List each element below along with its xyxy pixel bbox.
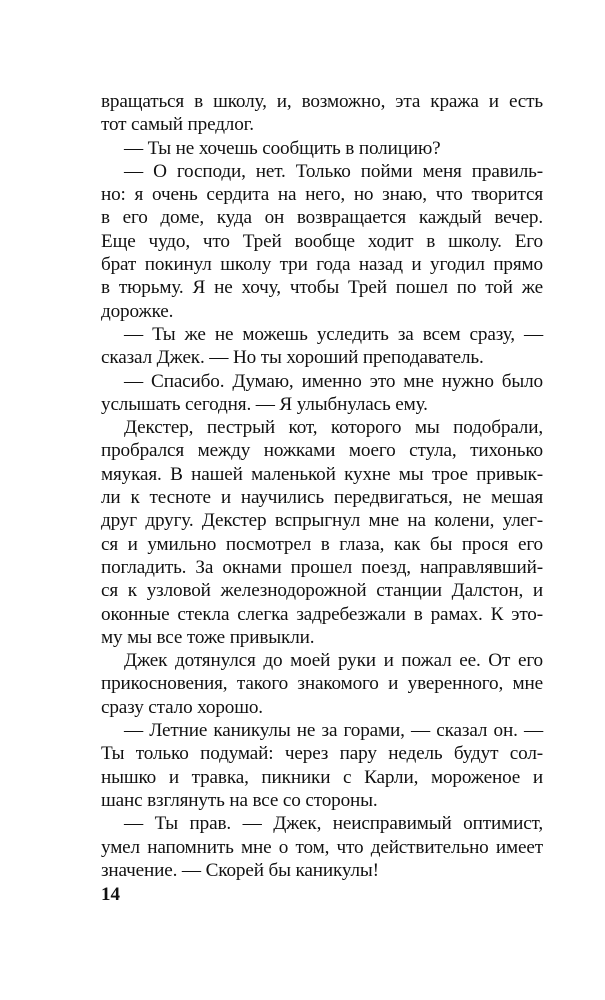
text-line: погладить. За окнами прошел поезд, направлявший-	[101, 556, 543, 578]
text-line: му мы все тоже привыкли.	[101, 626, 315, 648]
text-line: в его доме, куда он возвращается каждый вечер.	[101, 207, 543, 229]
page-number: 14	[101, 884, 120, 905]
text-line: прикосновения, такого знакомого и уверенного, мне	[101, 673, 543, 695]
text-line: в тюрьму. Я не хочу, чтобы Трей пошел по той же	[101, 277, 543, 299]
text-line: услышать сегодня. — Я улыбнулась ему.	[101, 393, 428, 415]
text-line: Джек дотянулся до моей руки и пожал ее. От его	[124, 650, 543, 672]
text-line: — О господи, нет. Только пойми меня правиль-	[124, 160, 543, 182]
text-line: ся к узловой железнодорожной станции Далстон, и	[101, 580, 543, 602]
text-line: друг другу. Декстер вспрыгнул мне на колени, улег-	[101, 510, 543, 532]
text-line: нышко и травка, пикники с Карли, мороженое и	[101, 766, 543, 788]
text-line: сразу стало хорошо.	[101, 696, 263, 718]
text-line: — Ты не хочешь сообщить в полицию?	[124, 137, 441, 159]
text-line: — Ты же не можешь уследить за всем сразу, —	[124, 323, 543, 345]
text-line: оконные стекла слегка задребезжали в рамах. К это-	[101, 603, 543, 625]
text-line: дорожке.	[101, 300, 174, 322]
text-line: Ты только подумай: через пару недель будут сол-	[101, 743, 543, 765]
text-line: ли к тесноте и научились передвигаться, не мешая	[101, 487, 543, 509]
book-page-text	[101, 90, 543, 882]
text-line: ся и умильно посмотрел в глаза, как бы прося его	[101, 533, 543, 555]
text-line: мяукая. В нашей маленькой кухне мы трое привык-	[101, 463, 543, 485]
text-line: — Спасибо. Думаю, именно это мне нужно было	[124, 370, 543, 392]
text-line: тот самый предлог.	[101, 114, 254, 136]
text-line: Декстер, пестрый кот, которого мы подобрали,	[124, 417, 543, 439]
text-line: вращаться в школу, и, возможно, эта кража и есть	[101, 91, 543, 112]
text-line: — Летние каникулы не за горами, — сказал он. —	[124, 720, 543, 742]
text-line: Еще чудо, что Трей вообще ходит в школу. Его	[101, 230, 543, 252]
text-line: шанс взглянуть на все со стороны.	[101, 789, 378, 811]
text-line: но: я очень сердита на него, но знаю, что творится	[101, 184, 543, 206]
text-line: — Ты прав. — Джек, неисправимый оптимист,	[124, 813, 543, 835]
text-line: сказал Джек. — Но ты хороший преподаватель.	[101, 347, 484, 369]
text-line: умел напомнить мне о том, что действительно имеет	[101, 836, 543, 858]
text-line: брат покинул школу три года назад и угодил прямо	[101, 254, 543, 276]
text-line: пробрался между ножками моего стула, тихонько	[101, 440, 543, 462]
text-line: значение. — Скорей бы каникулы!	[101, 859, 379, 881]
